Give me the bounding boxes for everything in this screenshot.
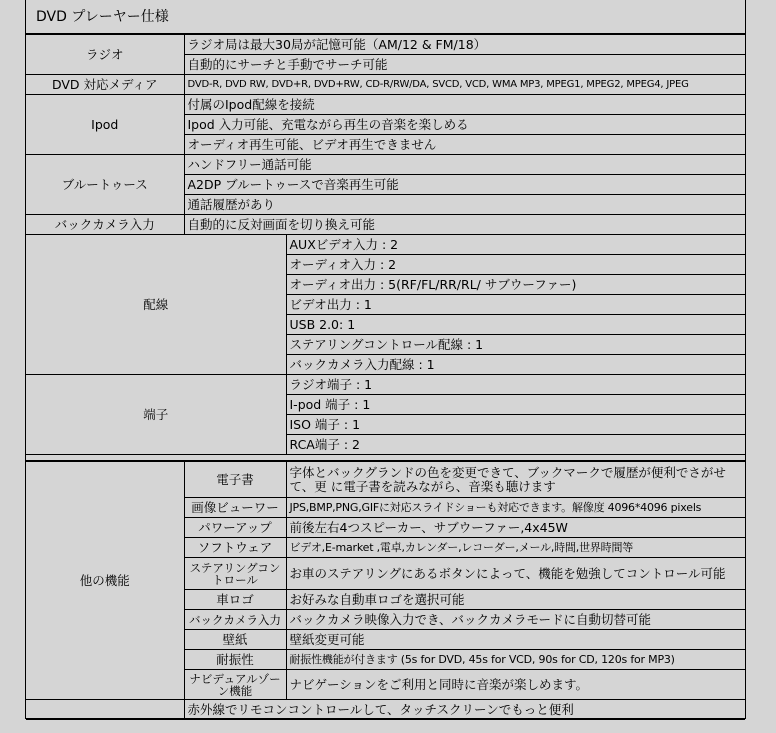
feature-value: 前後左右4つスピーカー、サブウーファー,4x45W	[286, 518, 745, 538]
wiring-row: バックカメラ入力配線 : 1	[286, 355, 745, 375]
footer-spacer	[26, 700, 184, 720]
bluetooth-label: ブルートゥース	[26, 155, 184, 215]
terminals-row: I-pod 端子 : 1	[286, 395, 745, 415]
feature-name: ナビデュアルゾーン機能	[184, 670, 286, 700]
feature-name: バックカメラ入力	[184, 610, 286, 630]
dvd-media-label: DVD 対応メディア	[26, 75, 184, 95]
ipod-row: 付属のIpod配線を接続	[184, 95, 745, 115]
feature-value: ビデオ,E-market ,電卓,カレンダー,レコーダー,メール,時間,世界時間等	[286, 538, 745, 558]
spec-sheet	[25, 0, 746, 719]
wiring-row: ステアリングコントロール配線 : 1	[286, 335, 745, 355]
feature-name: 画像ビューワー	[184, 498, 286, 518]
bluetooth-row: 通話履歴があり	[184, 195, 745, 215]
feature-name: 壁紙	[184, 630, 286, 650]
ipod-label: Ipod	[26, 95, 184, 155]
other-footer: 赤外線でリモコンコントロールして、タッチスクリーンでもっと便利	[184, 700, 745, 720]
feature-name: 車ロゴ	[184, 590, 286, 610]
terminals-row: ISO 端子 : 1	[286, 415, 745, 435]
radio-label: ラジオ	[26, 35, 184, 75]
feature-value: ナビゲーションをご利用と同時に音楽が楽しめます。	[286, 670, 745, 700]
terminals-row: ラジオ端子 : 1	[286, 375, 745, 395]
spec-table-other	[26, 461, 745, 720]
wiring-row: AUXビデオ入力 : 2	[286, 235, 745, 255]
radio-row: 自動的にサーチと手動でサーチ可能	[184, 55, 745, 75]
feature-value: お好みな自動車ロゴを選択可能	[286, 590, 745, 610]
feature-value: 字体とバックグランドの色を変更できて、ブックマークで履歴が便利でさがせて、更 に電子書を読みながら、音楽も聴けます	[286, 462, 745, 498]
back-camera-value: 自動的に反対画面を切り換え可能	[184, 215, 745, 235]
bluetooth-row: ハンドフリー通話可能	[184, 155, 745, 175]
ipod-row: オーディオ再生可能、ビデオ再生できません	[184, 135, 745, 155]
feature-value: 壁紙変更可能	[286, 630, 745, 650]
feature-name: 電子書	[184, 462, 286, 498]
feature-name: ステアリングコントロール	[184, 558, 286, 590]
sheet-title: DVD プレーヤー仕様	[26, 0, 745, 34]
feature-name: 耐振性	[184, 650, 286, 670]
terminals-row: RCA端子 : 2	[286, 435, 745, 455]
bluetooth-row: A2DP ブルートゥースで音楽再生可能	[184, 175, 745, 195]
feature-value: お車のステアリングにあるボタンによって、機能を勉強してコントロール可能	[286, 558, 745, 590]
feature-value: 耐振性機能が付きます (5s for DVD, 45s for VCD, 90s for CD, 120s for MP3)	[286, 650, 745, 670]
feature-name: パワーアップ	[184, 518, 286, 538]
back-camera-label: バックカメラ入力	[26, 215, 184, 235]
dvd-media-value: DVD-R, DVD RW, DVD+R, DVD+RW, CD-R/RW/DA, SVCD, VCD, WMA MP3, MPEG1, MPEG2, MPEG4, JPEG	[184, 75, 745, 95]
wiring-row: ビデオ出力 : 1	[286, 295, 745, 315]
terminals-label: 端子	[26, 375, 286, 455]
ipod-row: Ipod 入力可能、充電ながら再生の音楽を楽しめる	[184, 115, 745, 135]
feature-name: ソフトウェア	[184, 538, 286, 558]
feature-value: JPS,BMP,PNG,GIFに対応スライドショーも対応できます。解像度 4096*4096 pixels	[286, 498, 745, 518]
radio-row: ラジオ局は最大30局が記憶可能（AM/12 & FM/18）	[184, 35, 745, 55]
wiring-row: オーディオ出力 : 5(RF/FL/RR/RL/ サブウーファー)	[286, 275, 745, 295]
feature-value: バックカメラ映像入力でき、バックカメラモードに自動切替可能	[286, 610, 745, 630]
section-divider	[26, 455, 745, 461]
other-label: 他の機能	[26, 462, 184, 700]
wiring-label: 配線	[26, 235, 286, 375]
wiring-row: オーディオ入力 : 2	[286, 255, 745, 275]
wiring-row: USB 2.0: 1	[286, 315, 745, 335]
spec-table-main	[26, 34, 745, 461]
